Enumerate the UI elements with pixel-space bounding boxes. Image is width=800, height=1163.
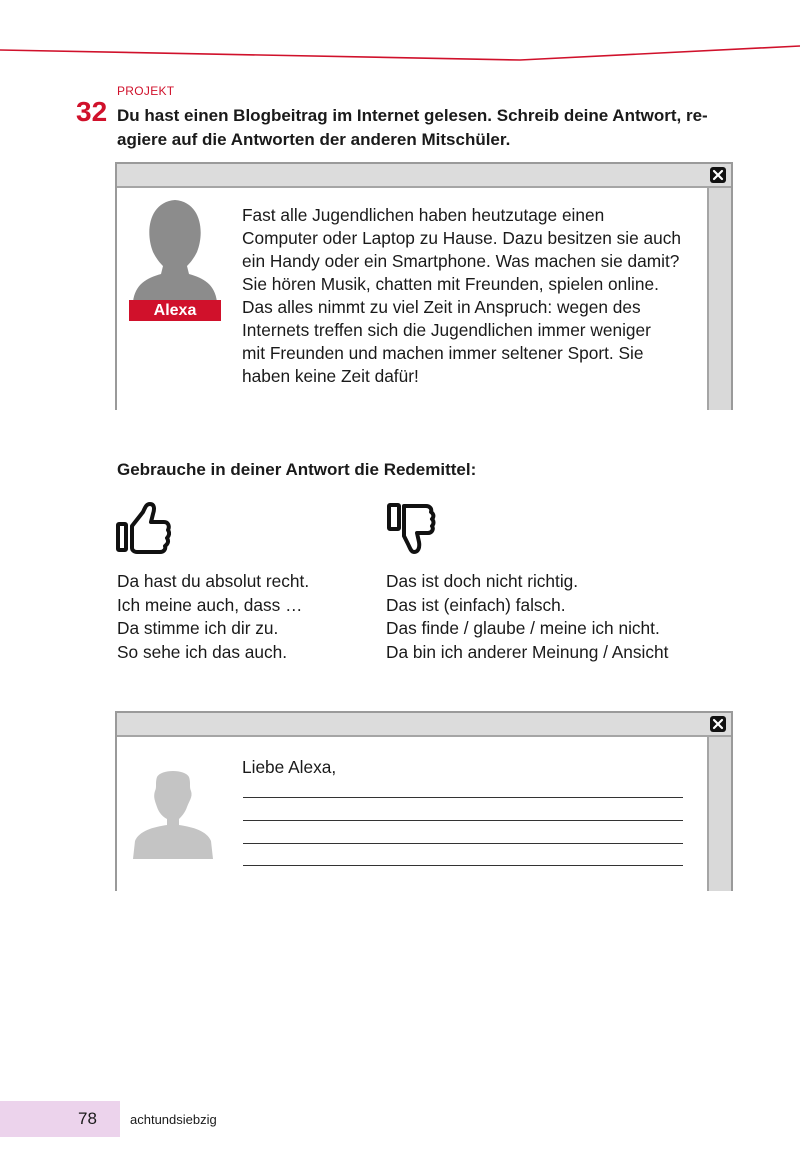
blog-post-window (115, 162, 733, 410)
disagree-phrase: Das finde / glaube / meine ich nicht. (386, 618, 660, 638)
post-line: Das alles nimmt zu viel Zeit in Anspruch: wegen des (242, 297, 641, 317)
page-number: 78 (78, 1109, 97, 1128)
post-line: Fast alle Jugendlichen haben heutzutage einen (242, 205, 605, 225)
reply-greeting: Liebe Alexa, (242, 757, 337, 777)
close-icon[interactable] (709, 715, 727, 733)
post-line: mit Freunden und machen immer seltener Sport. Sie (242, 343, 644, 363)
male-avatar-icon (131, 767, 215, 859)
agree-phrase: Da hast du absolut recht. (117, 571, 310, 591)
redemittel-heading: Gebrauche in deiner Antwort die Redemittel: (117, 460, 477, 479)
agree-phrase: So sehe ich das auch. (117, 641, 288, 662)
post-line: Computer oder Laptop zu Hause. Dazu besitzen sie auch (242, 228, 682, 248)
agree-phrase: Ich meine auch, dass … (117, 594, 303, 615)
disagree-phrase: Das ist (einfach) falsch. (386, 594, 566, 615)
disagree-phrases (386, 570, 668, 664)
top-rule (0, 0, 800, 70)
agree-phrases (117, 570, 309, 664)
female-avatar-icon (131, 192, 219, 302)
footer-band (0, 1101, 120, 1137)
reply-window (115, 711, 733, 891)
scrollbar[interactable] (707, 737, 731, 891)
page-number-word: achtundsiebzig (130, 1112, 217, 1127)
reply-blank-line[interactable] (243, 797, 683, 798)
task-instruction: Du hast einen Blogbeitrag im Internet gelesen. Schreib deine Antwort, re-agiere auf die Antworten der anderen Mitschüler. (117, 106, 708, 149)
reply-blank-line[interactable] (243, 820, 683, 821)
reply-blank-line[interactable] (243, 843, 683, 844)
post-line: haben keine Zeit dafür! (242, 366, 419, 386)
close-icon[interactable] (709, 166, 727, 184)
post-line: Internets treffen sich die Jugendlichen immer weniger (242, 320, 651, 340)
post-line: ein Handy oder ein Smartphone. Was machen sie damit? (242, 251, 680, 271)
blog-post-text (242, 204, 712, 388)
post-line: Sie hören Musik, chatten mit Freunden, spielen online. (242, 274, 659, 294)
disagree-phrase: Da bin ich anderer Meinung / Ansicht (386, 641, 669, 662)
agree-phrase: Da stimme ich dir zu. (117, 618, 279, 638)
task-number: 32 (76, 96, 108, 127)
window-titlebar (117, 164, 731, 188)
thumbs-down-icon (386, 500, 438, 556)
disagree-phrase: Das ist doch nicht richtig. (386, 571, 579, 591)
reply-blank-line[interactable] (243, 865, 683, 866)
section-label: PROJEKT (117, 84, 175, 98)
author-name-tag: Alexa (129, 300, 221, 321)
thumbs-up-icon (115, 500, 171, 556)
window-titlebar (117, 713, 731, 737)
